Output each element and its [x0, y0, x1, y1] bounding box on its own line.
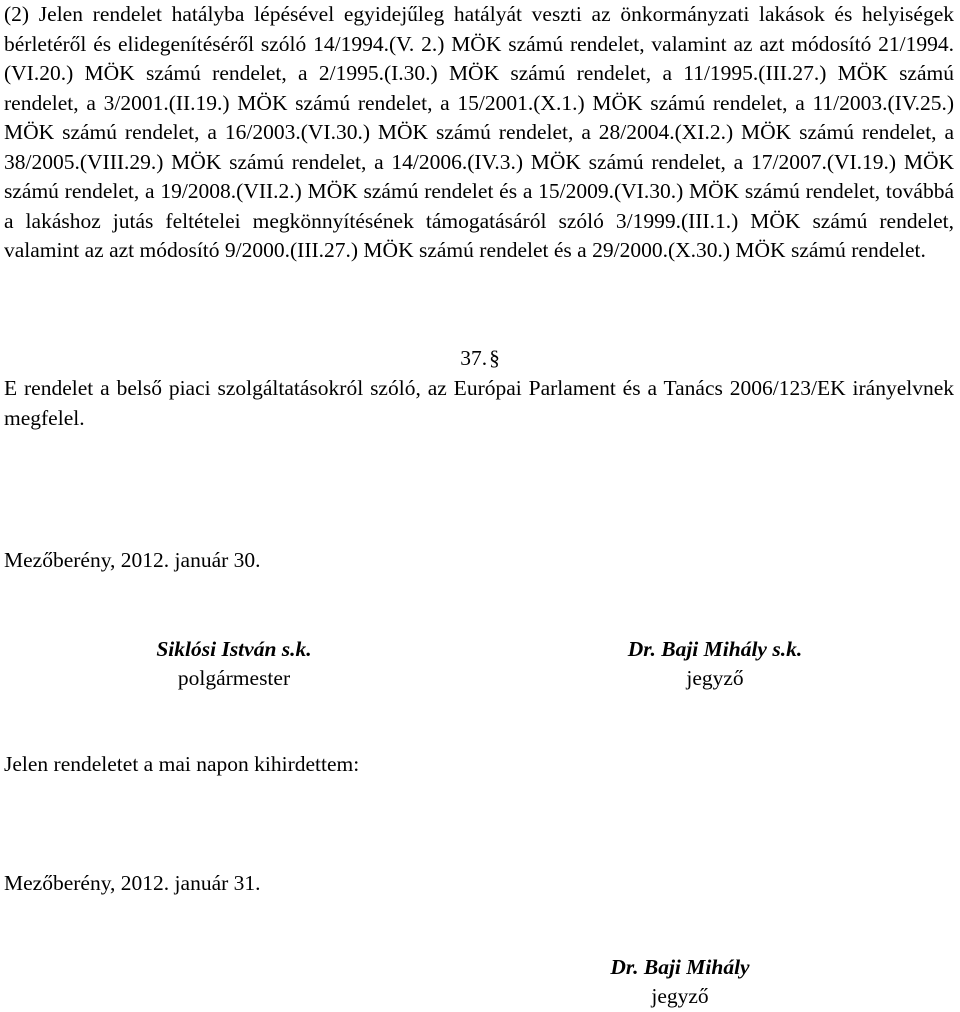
notary-title-2: jegyző: [651, 984, 709, 1008]
place-date-second: Mezőberény, 2012. január 31.: [4, 871, 261, 895]
paragraph-2: (2) Jelen rendelet hatályba lépésével egyidejűleg hatályát veszti az önkormányzati lakások és helyiségek bérletéről és elidegenítéséről szóló 14/1994.(V. 2.) MÖK számú rendelet, valamint az azt módosító 21/1994.(VI.20.) MÖK számú rendelet, a 2/1995.(I.30.) MÖK számú rendelet, a 11/1995.(III.27.) MÖK számú rendelet, a 3/2001.(II.19.) MÖK számú rendelet, a 15/2001.(X.1.) MÖK számú rendelet, a 11/2003.(IV.25.) MÖK számú rendelet, a 16/2003.(VI.30.) MÖK számú rendelet, a 28/2004.(XI.2.) MÖK számú rendelet, a 38/2005.(VIII.29.) MÖK számú rendelet, a 14/2006.(IV.3.) MÖK számú rendelet, a 17/2007.(VI.19.) MÖK számú rendelet, a 19/2008.(VII.2.) MÖK számú rendelet és a 15/2009.(VI.30.) MÖK számú rendelet, továbbá a lakáshoz jutás feltételei megkönnyítésének támogatásáról szóló 3/1999.(III.1.) MÖK számú rendelet, valamint az azt módosító 9/2000.(III.27.) MÖK számú rendelet és a 29/2000.(X.30.) MÖK számú rendelet.: [4, 2, 954, 262]
place-date-first: Mezőberény, 2012. január 30.: [4, 548, 261, 572]
notary-signature-block-2: [580, 953, 780, 1011]
section-number: 37.: [460, 346, 488, 370]
notary-name: Dr. Baji Mihály s.k.: [627, 637, 803, 661]
notary-signature-block: [605, 635, 825, 693]
mayor-name: Siklósi István s.k.: [156, 637, 312, 661]
section-sign: §: [489, 346, 500, 370]
section-heading: [0, 344, 960, 373]
notary-name-2: Dr. Baji Mihály: [610, 955, 750, 979]
promulgation-text: Jelen rendeletet a mai napon kihirdettem:: [4, 752, 360, 776]
section-37-text: E rendelet a belső piaci szolgáltatásokról szóló, az Európai Parlament és a Tanács 2006/123/EK irányelvnek megfelel.: [4, 376, 954, 430]
mayor-signature-block: [134, 635, 334, 693]
notary-title: jegyző: [686, 666, 744, 690]
mayor-title: polgármester: [177, 666, 291, 690]
